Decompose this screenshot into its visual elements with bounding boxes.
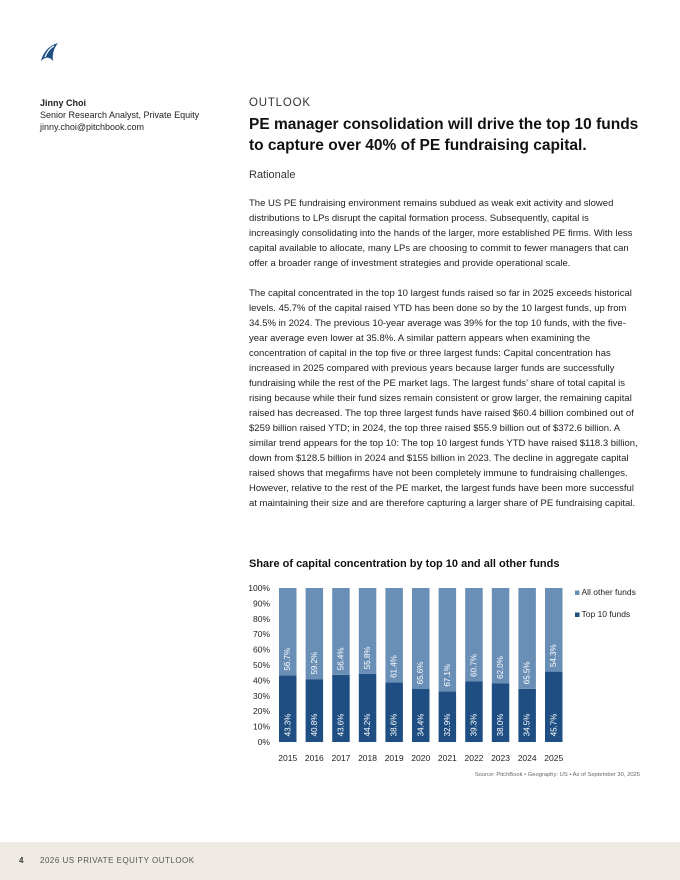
data-label-all-other: 60.7% <box>469 654 479 677</box>
data-label-top-10: 39.3% <box>469 713 479 737</box>
author-title: Senior Research Analyst, Private Equity <box>40 110 200 120</box>
y-tick-label: 10% <box>252 721 270 732</box>
x-tick-label: 2016 <box>304 753 324 763</box>
data-label-all-other: 55.8% <box>363 646 373 670</box>
x-tick-label: 2020 <box>411 753 431 763</box>
y-tick-label: 90% <box>252 598 270 609</box>
data-label-top-10: 43.3% <box>283 713 293 737</box>
article <box>249 97 641 511</box>
data-label-top-10: 43.6% <box>336 713 346 737</box>
author-email[interactable]: jinny.choi@pitchbook.com <box>40 122 145 132</box>
paragraph-1: The US PE fundraising environment remains subdued as weak exit activity and slowed distributions to LPs disrupt the capital formation process. Subsequently, capital is increasingly consolidating into the hands of the larger, more established PE firms. With less capital available to allocate, many LPs are choosing to commit to fewer managers that can offer a broader range of investment strategies and provide operational scale. <box>249 198 633 269</box>
x-tick-label: 2018 <box>358 753 378 763</box>
x-tick-label: 2021 <box>437 753 457 763</box>
y-tick-label: 50% <box>252 660 270 670</box>
source-note: Source: PitchBook • Geography: US • As of September 30, 2025 <box>474 772 640 778</box>
page-footer <box>0 842 680 880</box>
data-label-all-other: 56.4% <box>336 647 346 671</box>
x-tick-label: 2022 <box>464 753 484 763</box>
legend-label: All other funds <box>581 587 636 597</box>
paragraph-2: The capital concentrated in the top 10 largest funds raised so far in 2025 exceeds historical levels. 45.7% of the capital raised YTD has been done so by the 10 largest funds, up from 34.5% in 2024. The previous 10-year average was 39% for the top 10 funds, with the five-year average even lower at 35.8%. A similar pattern appears when examining the concentration of capital in the top five or three largest funds: Capital concentration has increased in 2025 compared with previous years because larger funds are successfully fundraising while the rest of the PE market lags. The largest funds’ share of total capital is rising because while their fund sizes remain consistent or grow larger, the remaining capital raised has decreased. The top three largest funds have raised $60.4 billion combined out of $259 billion raised YTD; in 2024, the top three raised $55.9 billion out of $372.6 billion. A similar trend appears for the top 10: The top 10 largest funds YTD have raised $118.3 billion, down from $128.5 billion in 2024 and $155 billion in 2023. The decline in aggregate capital raised shows that megafirms have not been completely immune to fundraising challenges. However, relative to the rest of the PE market, the largest funds have been more successful at maintaining their size and are therefore capturing a larger share of PE fundraising capital. <box>249 288 638 509</box>
x-tick-label: 2024 <box>517 753 537 763</box>
data-label-all-other: 62.0% <box>496 656 506 679</box>
data-label-all-other: 56.7% <box>283 647 293 671</box>
pitchbook-sail-logo-icon <box>38 40 62 64</box>
data-label-all-other: 61.4% <box>389 655 399 678</box>
x-tick-label: 2025 <box>544 753 564 763</box>
data-label-all-other: 65.5% <box>522 661 532 685</box>
data-label-all-other: 65.6% <box>416 661 426 685</box>
y-tick-label: 30% <box>252 690 270 701</box>
x-tick-label: 2019 <box>384 753 404 763</box>
data-label-top-10: 34.4% <box>416 713 426 737</box>
y-tick-label: 0% <box>257 737 270 747</box>
data-label-all-other: 59.2% <box>309 651 319 675</box>
data-label-top-10: 32.9% <box>442 713 452 737</box>
y-tick-label: 60% <box>252 644 270 655</box>
legend-label: Top 10 funds <box>581 609 631 619</box>
data-label-top-10: 40.8% <box>309 713 319 737</box>
report-title: 2026 US PRIVATE EQUITY OUTLOOK <box>40 856 195 865</box>
data-label-top-10: 38.0% <box>496 713 506 737</box>
article-body <box>249 196 641 511</box>
data-label-top-10: 45.7% <box>549 713 559 737</box>
page-number: 4 <box>19 856 24 865</box>
x-tick-label: 2015 <box>278 753 298 763</box>
section-kicker: OUTLOOK <box>249 97 311 109</box>
data-label-top-10: 34.5% <box>522 713 532 737</box>
legend-swatch <box>575 613 580 618</box>
chart-title: Share of capital concentration by top 10 and all other funds <box>249 558 560 570</box>
author-block <box>40 97 240 133</box>
data-label-all-other: 67.1% <box>442 663 452 687</box>
data-label-top-10: 38.6% <box>389 713 399 737</box>
y-tick-label: 40% <box>252 675 270 686</box>
legend-swatch <box>575 591 580 596</box>
y-tick-label: 70% <box>252 629 270 640</box>
x-tick-label: 2023 <box>491 753 511 763</box>
data-label-top-10: 44.2% <box>363 713 373 737</box>
y-tick-label: 20% <box>252 706 270 717</box>
y-tick-label: 80% <box>252 613 270 624</box>
page-title: PE manager consolidation will drive the top 10 funds to capture over 40% of PE fundraising capital. <box>249 116 639 154</box>
x-tick-label: 2017 <box>331 753 351 763</box>
stacked-bar-chart <box>244 578 644 770</box>
rationale-heading: Rationale <box>249 169 296 181</box>
data-label-all-other: 54.3% <box>549 644 559 667</box>
y-tick-label: 100% <box>248 583 270 593</box>
author-name: Jinny Choi <box>40 98 87 108</box>
